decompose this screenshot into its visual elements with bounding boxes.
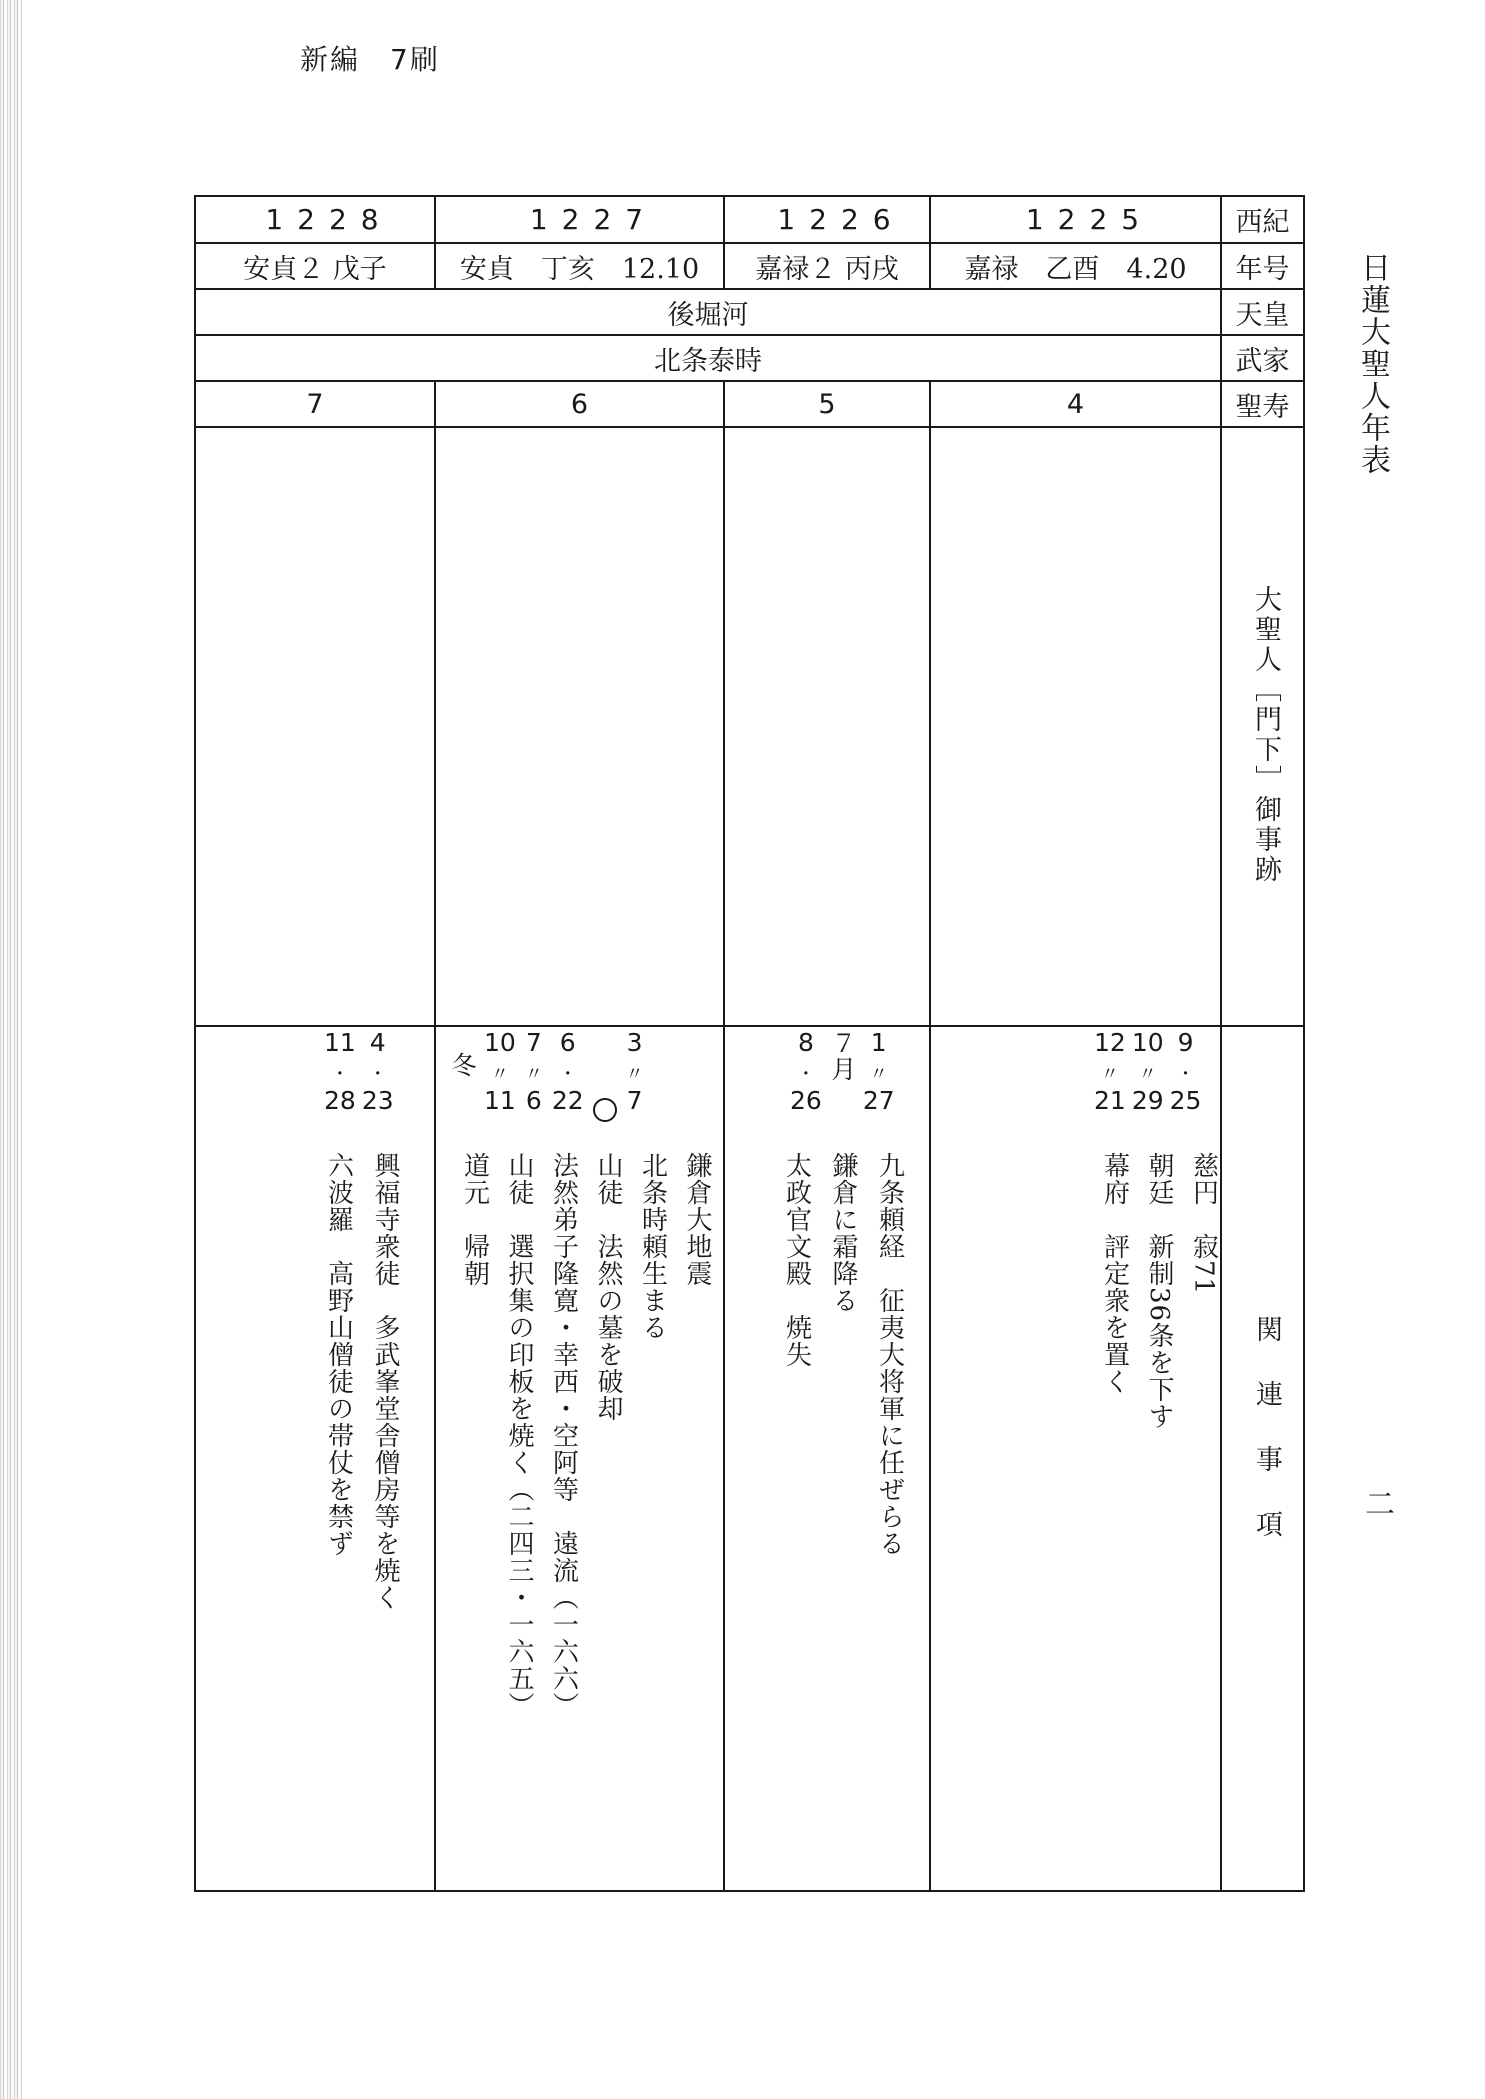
event-text: 興福寺衆徒 多武峯堂舎僧房等を焼く xyxy=(370,1152,400,1611)
rule-seiju xyxy=(196,426,1303,428)
event-text: 幕府 評定衆を置く xyxy=(1099,1152,1130,1395)
events-1227 xyxy=(458,1152,713,1719)
dates-1225 xyxy=(1094,1030,1201,1118)
age-1228: 7 xyxy=(306,388,324,420)
label-goji: 大聖人［門下］御事跡 xyxy=(1250,585,1281,885)
scan-edge-shadow xyxy=(0,0,22,2099)
era-1225: 嘉禄 乙酉 4.20 xyxy=(964,253,1187,285)
event-text: 六波羅 高野山僧徒の帯仗を禁ず xyxy=(323,1152,354,1557)
date-entry xyxy=(593,1030,617,1122)
era-1226: 嘉禄２ 丙戌 xyxy=(755,253,899,285)
dates-1227 xyxy=(450,1030,644,1122)
event-text: 朝廷 新制36条を下す xyxy=(1144,1152,1174,1431)
date-entry: 冬 xyxy=(448,1052,477,1078)
shogunate-regent: 北条泰時 xyxy=(654,345,762,377)
date-entry: 11 ・ 28 xyxy=(324,1028,356,1115)
year-1226: 1226 xyxy=(777,203,905,236)
rule-col-b xyxy=(723,380,725,1890)
event-text: 道元 帰朝 xyxy=(459,1152,490,1287)
page-number: 二 xyxy=(1359,1488,1394,1518)
rule-label-column xyxy=(1220,197,1222,1890)
date-entry: 6 ・ 22 xyxy=(551,1028,584,1115)
circle-mark-icon xyxy=(593,1098,617,1122)
year-1228: 1228 xyxy=(265,203,393,236)
date-entry: 10 〃 29 xyxy=(1131,1028,1164,1115)
date-entry: ７月 xyxy=(827,1030,857,1082)
event-text: 鎌倉に霜降る xyxy=(828,1152,858,1314)
event-text: 山徒 選択集の印板を焼く（二四三・一六五） xyxy=(504,1152,534,1719)
rule-goji xyxy=(196,1025,1303,1027)
side-title: 日蓮大聖人年表 xyxy=(1355,252,1390,476)
date-entry: 9 ・ 25 xyxy=(1169,1028,1202,1115)
label-buke: 武家 xyxy=(1235,345,1290,377)
age-1226: 5 xyxy=(818,388,836,420)
events-1226 xyxy=(780,1152,906,1557)
rule-col-c xyxy=(929,380,931,1890)
event-text: 九条頼経 征夷大将軍に任ぜらる xyxy=(874,1152,905,1557)
date-entry: 8 ・ 26 xyxy=(790,1028,822,1115)
era-1228: 安貞２ 戊子 xyxy=(243,253,387,285)
events-1228 xyxy=(322,1152,401,1611)
rule-col-a xyxy=(434,380,436,1890)
label-kanren: 関連事項 xyxy=(1251,1315,1282,1575)
edition-label: 新編 7刷 xyxy=(300,43,440,76)
dates-1228 xyxy=(324,1030,394,1118)
date-entry: 12 〃 21 xyxy=(1094,1028,1126,1115)
year-1227: 1227 xyxy=(529,203,658,236)
emperor-name: 後堀河 xyxy=(667,299,749,331)
label-seiju: 聖寿 xyxy=(1235,391,1290,423)
age-1227: 6 xyxy=(570,388,589,420)
dates-1226 xyxy=(790,1030,895,1118)
event-text: 北条時頼生まる xyxy=(637,1152,668,1341)
event-text: 法然弟子隆寛・幸西・空阿等 遠流（一六六） xyxy=(548,1152,579,1719)
event-text: 鎌倉大地震 xyxy=(682,1152,712,1287)
event-text: 慈円 寂71 xyxy=(1188,1152,1219,1296)
label-seireki: 西紀 xyxy=(1235,207,1290,238)
timeline-table xyxy=(194,195,1305,1892)
age-1225: 4 xyxy=(1066,388,1085,420)
date-entry: 4 ・ 23 xyxy=(361,1028,394,1115)
date-entry: 7 〃 6 xyxy=(524,1028,543,1115)
event-text: 太政官文殿 焼失 xyxy=(781,1152,812,1368)
label-nengo: 年号 xyxy=(1235,253,1290,285)
event-text: 山徒 法然の墓を破却 xyxy=(593,1152,623,1422)
year-1225: 1225 xyxy=(1025,203,1154,236)
date-entry: 3 〃 7 xyxy=(625,1028,644,1115)
era-1227: 安貞 丁亥 12.10 xyxy=(459,253,700,285)
date-entry: 1 〃 27 xyxy=(862,1028,895,1115)
label-tenno: 天皇 xyxy=(1235,299,1290,331)
date-entry: 10 〃 11 xyxy=(484,1028,516,1115)
events-1225 xyxy=(1098,1152,1220,1430)
